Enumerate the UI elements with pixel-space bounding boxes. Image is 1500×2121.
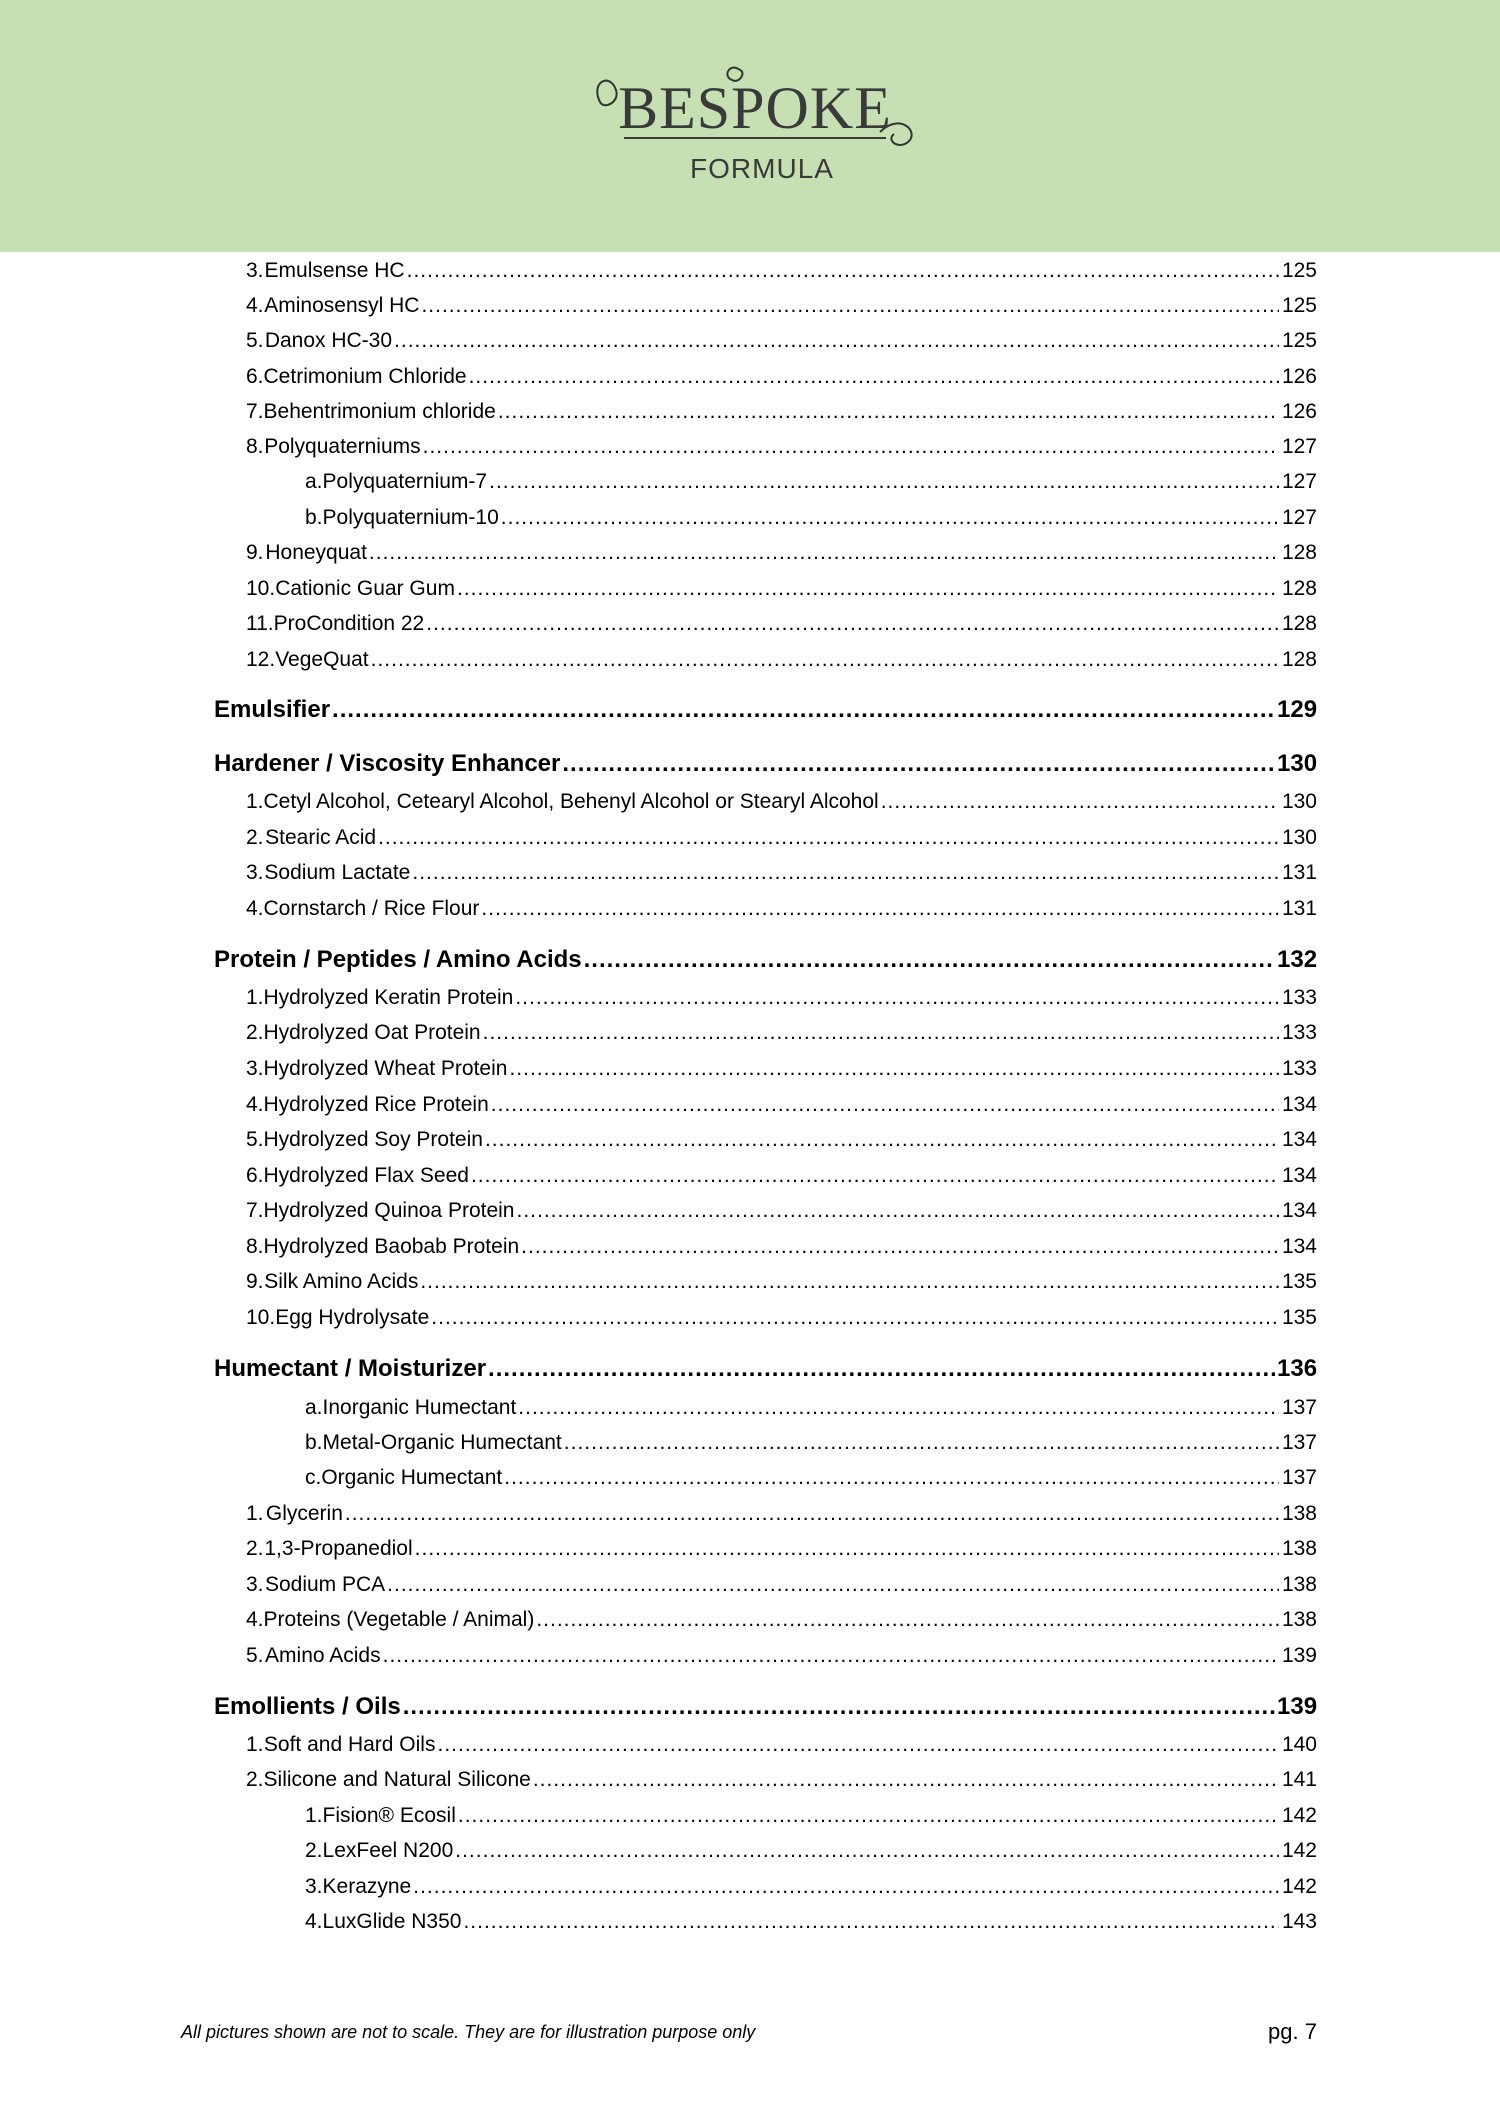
toc-entry-label: VegeQuat <box>275 648 369 671</box>
toc-entry-label: Stearic Acid <box>265 826 377 849</box>
toc-entry-row[interactable] <box>246 897 1317 921</box>
toc-entry-page: 128 <box>1281 577 1317 600</box>
toc-entry-label: Emollients / Oils <box>214 1693 401 1720</box>
toc-entry-page: 133 <box>1281 1057 1317 1080</box>
toc-entry-label: LuxGlide N350 <box>322 1910 462 1933</box>
brand-logo <box>590 62 920 194</box>
dot-leader <box>458 1804 1279 1828</box>
dot-leader <box>504 1466 1279 1490</box>
toc-entry-number: 1. <box>246 986 264 1009</box>
toc-entry-label: Inorganic Humectant <box>322 1396 517 1419</box>
toc-entry-label: Amino Acids <box>265 1644 381 1667</box>
toc-entry-page: 134 <box>1281 1093 1317 1116</box>
toc-entry-page: 138 <box>1281 1537 1317 1560</box>
toc-entry-row[interactable] <box>246 1128 1317 1152</box>
toc-entry-row[interactable] <box>246 1235 1317 1259</box>
toc-entry-number: 2. <box>246 826 264 849</box>
dot-leader <box>378 826 1279 850</box>
toc-entry-page: 137 <box>1281 1396 1317 1419</box>
dot-leader <box>469 365 1279 389</box>
toc-entry-page: 139 <box>1281 1644 1317 1667</box>
dot-leader <box>421 294 1279 318</box>
toc-section-row[interactable] <box>214 696 1317 724</box>
dot-leader <box>498 400 1279 424</box>
toc-entry-label: Metal-Organic Humectant <box>322 1431 562 1454</box>
toc-entry-page: 136 <box>1277 1355 1318 1382</box>
toc-entry-label: Proteins (Vegetable / Animal) <box>263 1608 535 1631</box>
dot-leader <box>564 1431 1279 1455</box>
toc-entry-page: 131 <box>1281 897 1317 920</box>
toc-entry-row[interactable] <box>246 1537 1317 1561</box>
toc-entry-page: 132 <box>1277 946 1318 973</box>
dot-leader <box>413 1875 1279 1899</box>
toc-entry-number: c. <box>305 1466 322 1489</box>
toc-entry-page: 129 <box>1277 696 1318 723</box>
dot-leader <box>431 1306 1279 1330</box>
toc-entry-row[interactable] <box>246 1057 1317 1081</box>
toc-entry-page: 125 <box>1281 294 1317 317</box>
dot-leader <box>455 1839 1279 1863</box>
toc-entry-number: 7. <box>246 1199 264 1222</box>
logo-main-text: BESPOKE <box>618 75 892 141</box>
toc-entry-page: 130 <box>1277 750 1318 777</box>
toc-entry-label: Aminosensyl HC <box>264 294 420 317</box>
toc-entry-row[interactable] <box>246 1306 1317 1330</box>
dot-leader <box>407 259 1279 283</box>
toc-entry-number: 3. <box>246 861 264 884</box>
toc-entry-page: 138 <box>1281 1502 1317 1525</box>
dot-leader <box>881 790 1279 814</box>
dot-leader <box>501 506 1279 530</box>
toc-entry-page: 137 <box>1281 1466 1317 1489</box>
toc-entry-page: 126 <box>1281 400 1317 423</box>
toc-entry-page: 143 <box>1281 1910 1317 1933</box>
dot-leader <box>412 861 1279 885</box>
toc-entry-page: 133 <box>1281 1021 1317 1044</box>
toc-entry-label: Sodium Lactate <box>264 861 411 884</box>
toc-entry-page: 125 <box>1281 259 1317 282</box>
toc-entry-page: 141 <box>1281 1768 1317 1791</box>
toc-entry-page: 127 <box>1281 435 1317 458</box>
dot-leader <box>483 1021 1279 1045</box>
toc-entry-label: Hydrolyzed Flax Seed <box>263 1164 469 1187</box>
toc-entry-row[interactable] <box>246 1573 1317 1597</box>
toc-entry-row[interactable] <box>246 1644 1317 1668</box>
toc-section-row[interactable] <box>214 750 1317 778</box>
toc-entry-label: Cornstarch / Rice Flour <box>263 897 480 920</box>
toc-entry-row[interactable] <box>246 435 1317 459</box>
toc-section-row[interactable] <box>214 1693 1317 1721</box>
toc-entry-label: Cetyl Alcohol, Cetearyl Alcohol, Behenyl Alcohol or Stearyl Alcohol <box>263 790 879 813</box>
toc-entry-label: Egg Hydrolysate <box>275 1306 430 1329</box>
dot-leader <box>371 648 1279 672</box>
dot-leader <box>437 1733 1279 1757</box>
toc-entry-row[interactable] <box>305 1875 1317 1899</box>
toc-entry-page: 135 <box>1281 1306 1317 1329</box>
toc-entry-label: Hydrolyzed Soy Protein <box>263 1128 483 1151</box>
toc-entry-page: 142 <box>1281 1839 1317 1862</box>
toc-entry-number: 4. <box>305 1910 323 1933</box>
dot-leader <box>463 1910 1279 1934</box>
toc-entry-page: 128 <box>1281 541 1317 564</box>
toc-entry-number: 1. <box>246 1502 264 1525</box>
toc-entry-number: 4. <box>246 1093 264 1116</box>
toc-entry-label: Hydrolyzed Baobab Protein <box>263 1235 520 1258</box>
toc-entry-row[interactable] <box>305 1839 1317 1863</box>
toc-entry-number: 1. <box>246 1733 264 1756</box>
toc-entry-row[interactable] <box>305 1396 1317 1420</box>
toc-entry-page: 131 <box>1281 861 1317 884</box>
toc-entry-number: 1. <box>246 790 264 813</box>
toc-entry-number: 12. <box>246 648 276 671</box>
dot-leader <box>516 1199 1279 1223</box>
toc-entry-row[interactable] <box>246 861 1317 885</box>
toc-entry-number: 2. <box>305 1839 323 1862</box>
toc-entry-label: Silicone and Natural Silicone <box>263 1768 531 1791</box>
toc-entry-page: 125 <box>1281 329 1317 352</box>
dot-leader <box>369 541 1279 565</box>
toc-entry-row[interactable] <box>246 577 1317 601</box>
toc-entry-number: b. <box>305 1431 323 1454</box>
toc-entry-row[interactable] <box>246 1270 1317 1294</box>
toc-entry-number: 3. <box>246 1573 264 1596</box>
toc-entry-label: Danox HC-30 <box>264 329 393 352</box>
toc-entry-page: 126 <box>1281 365 1317 388</box>
toc-entry-label: Polyquaternium-10 <box>322 506 499 529</box>
toc-entry-page: 134 <box>1281 1164 1317 1187</box>
toc-entry-number: 11. <box>246 612 274 635</box>
toc-entry-row[interactable] <box>305 1910 1317 1934</box>
toc-entry-number: 2. <box>246 1768 264 1791</box>
toc-entry-number: 3. <box>305 1875 323 1898</box>
toc-entry-number: 5. <box>246 1128 264 1151</box>
toc-entry-row[interactable] <box>246 1164 1317 1188</box>
toc-entry-label: Fision® Ecosil <box>322 1804 456 1827</box>
toc-entry-label: Cationic Guar Gum <box>275 577 455 600</box>
toc-entry-label: 1,3-Propanediol <box>264 1537 413 1560</box>
toc-entry-row[interactable] <box>246 986 1317 1010</box>
toc-entry-row[interactable] <box>305 470 1317 494</box>
toc-entry-number: 9. <box>246 1270 264 1293</box>
toc-entry-number: 10. <box>246 577 276 600</box>
toc-entry-row[interactable] <box>246 648 1317 672</box>
dot-leader <box>457 577 1279 601</box>
toc-entry-page: 142 <box>1281 1804 1317 1827</box>
dot-leader <box>536 1608 1279 1632</box>
toc-entry-row[interactable] <box>305 1804 1317 1828</box>
dot-leader <box>332 696 1275 724</box>
toc-entry-number: 4. <box>246 897 264 920</box>
toc-entry-label: Cetrimonium Chloride <box>263 365 467 388</box>
toc-entry-number: b. <box>305 506 323 529</box>
dot-leader <box>420 1270 1279 1294</box>
toc-entry-row[interactable] <box>246 1768 1317 1792</box>
toc-entry-number: 5. <box>246 1644 264 1667</box>
toc-entry-row[interactable] <box>246 1199 1317 1223</box>
toc-entry-page: 127 <box>1281 506 1317 529</box>
toc-entry-page: 128 <box>1281 612 1317 635</box>
toc-entry-number: 6. <box>246 1164 264 1187</box>
toc-entry-number: 8. <box>246 435 264 458</box>
toc-entry-number: 9. <box>246 541 264 564</box>
toc-entry-row[interactable] <box>246 294 1317 318</box>
dot-leader <box>403 1693 1275 1721</box>
dot-leader <box>518 1396 1279 1420</box>
toc-entry-page: 130 <box>1281 790 1317 813</box>
toc-entry-number: 7. <box>246 400 264 423</box>
toc-entry-page: 142 <box>1281 1875 1317 1898</box>
dot-leader <box>387 1573 1279 1597</box>
toc-entry-number: 6. <box>246 365 264 388</box>
toc-entry-label: Polyquaternium-7 <box>322 470 488 493</box>
toc-entry-number: 2. <box>246 1537 264 1560</box>
toc-entry-label: Protein / Peptides / Amino Acids <box>214 946 582 973</box>
dot-leader <box>423 435 1279 459</box>
toc-entry-label: Hydrolyzed Wheat Protein <box>263 1057 508 1080</box>
toc-entry-number: 4. <box>246 294 264 317</box>
dot-leader <box>489 470 1279 494</box>
dot-leader <box>491 1093 1279 1117</box>
toc-entry-number: 4. <box>246 1608 264 1631</box>
toc-entry-row[interactable] <box>246 400 1317 424</box>
toc-entry-label: Organic Humectant <box>321 1466 503 1489</box>
toc-entry-row[interactable] <box>305 506 1317 530</box>
toc-entry-page: 128 <box>1281 648 1317 671</box>
toc-entry-row[interactable] <box>246 329 1317 353</box>
page-header <box>0 0 1500 252</box>
toc-entry-row[interactable] <box>246 790 1317 814</box>
dot-leader <box>584 946 1275 974</box>
toc-entry-row[interactable] <box>246 1608 1317 1632</box>
toc-entry-label: Kerazyne <box>322 1875 412 1898</box>
dot-leader <box>471 1164 1279 1188</box>
toc-entry-row[interactable] <box>305 1466 1317 1490</box>
toc-entry-row[interactable] <box>246 612 1317 636</box>
toc-entry-row[interactable] <box>246 259 1317 283</box>
toc-entry-label: Emulsense HC <box>264 259 405 282</box>
toc-entry-number: 2. <box>246 1021 264 1044</box>
toc-entry-label: Emulsifier <box>214 696 331 723</box>
toc-entry-row[interactable] <box>246 541 1317 565</box>
toc-entry-number: a. <box>305 1396 323 1419</box>
toc-entry-label: Hardener / Viscosity Enhancer <box>214 750 561 777</box>
toc-entry-number: 1. <box>305 1804 323 1827</box>
toc-entry-row[interactable] <box>246 1021 1317 1045</box>
toc-entry-row[interactable] <box>246 1502 1317 1526</box>
toc-entry-number: 3. <box>246 1057 264 1080</box>
toc-entry-label: Glycerin <box>265 1502 343 1525</box>
toc-entry-label: Hydrolyzed Keratin Protein <box>263 986 514 1009</box>
toc-entry-page: 138 <box>1281 1608 1317 1631</box>
toc-entry-label: Hydrolyzed Rice Protein <box>263 1093 489 1116</box>
dot-leader <box>394 329 1279 353</box>
toc-entry-page: 130 <box>1281 826 1317 849</box>
toc-section-row[interactable] <box>214 1355 1317 1383</box>
toc-entry-row[interactable] <box>246 1093 1317 1117</box>
toc-entry-label: Humectant / Moisturizer <box>214 1355 487 1382</box>
dot-leader <box>345 1502 1279 1526</box>
dot-leader <box>485 1128 1279 1152</box>
toc-entry-page: 135 <box>1281 1270 1317 1293</box>
toc-entry-number: a. <box>305 470 323 493</box>
toc-entry-label: Silk Amino Acids <box>264 1270 419 1293</box>
toc-entry-label: LexFeel N200 <box>322 1839 454 1862</box>
toc-entry-page: 134 <box>1281 1199 1317 1222</box>
toc-section-row[interactable] <box>214 946 1317 974</box>
toc-entry-label: Honeyquat <box>265 541 367 564</box>
toc-entry-label: Hydrolyzed Oat Protein <box>263 1021 481 1044</box>
toc-entry-label: Soft and Hard Oils <box>263 1733 436 1756</box>
toc-entry-label: Behentrimonium chloride <box>263 400 496 423</box>
toc-entry-page: 127 <box>1281 470 1317 493</box>
toc-entry-page: 140 <box>1281 1733 1317 1756</box>
toc-entry-row[interactable] <box>305 1431 1317 1455</box>
toc-entry-label: Polyquaterniums <box>264 435 421 458</box>
dot-leader <box>562 750 1275 778</box>
dot-leader <box>515 986 1279 1010</box>
dot-leader <box>521 1235 1279 1259</box>
toc-entry-row[interactable] <box>246 826 1317 850</box>
footer-note: All pictures shown are not to scale. They are for illustration purpose only <box>181 2022 756 2042</box>
toc-entry-page: 139 <box>1277 1693 1318 1720</box>
toc-entry-label: ProCondition 22 <box>273 612 425 635</box>
dot-leader <box>383 1644 1279 1668</box>
toc-entry-page: 138 <box>1281 1573 1317 1596</box>
toc-entry-row[interactable] <box>246 1733 1317 1757</box>
toc-entry-label: Hydrolyzed Quinoa Protein <box>263 1199 515 1222</box>
logo-sub-text: FORMULA <box>690 153 834 184</box>
dot-leader <box>415 1537 1279 1561</box>
dot-leader <box>509 1057 1279 1081</box>
toc-entry-label: Sodium PCA <box>264 1573 386 1596</box>
toc-entry-number: 10. <box>246 1306 276 1329</box>
toc-entry-page: 133 <box>1281 986 1317 1009</box>
toc-entry-row[interactable] <box>246 365 1317 389</box>
toc-entry-number: 8. <box>246 1235 264 1258</box>
toc-entry-page: 137 <box>1281 1431 1317 1454</box>
dot-leader <box>533 1768 1279 1792</box>
toc-entry-page: 134 <box>1281 1235 1317 1258</box>
toc-entry-number: 3. <box>246 259 264 282</box>
dot-leader <box>426 612 1279 636</box>
toc-entry-page: 134 <box>1281 1128 1317 1151</box>
toc-entry-number: 5. <box>246 329 264 352</box>
dot-leader <box>488 1355 1275 1383</box>
dot-leader <box>481 897 1279 921</box>
page-number: pg. 7 <box>1268 2019 1317 2044</box>
